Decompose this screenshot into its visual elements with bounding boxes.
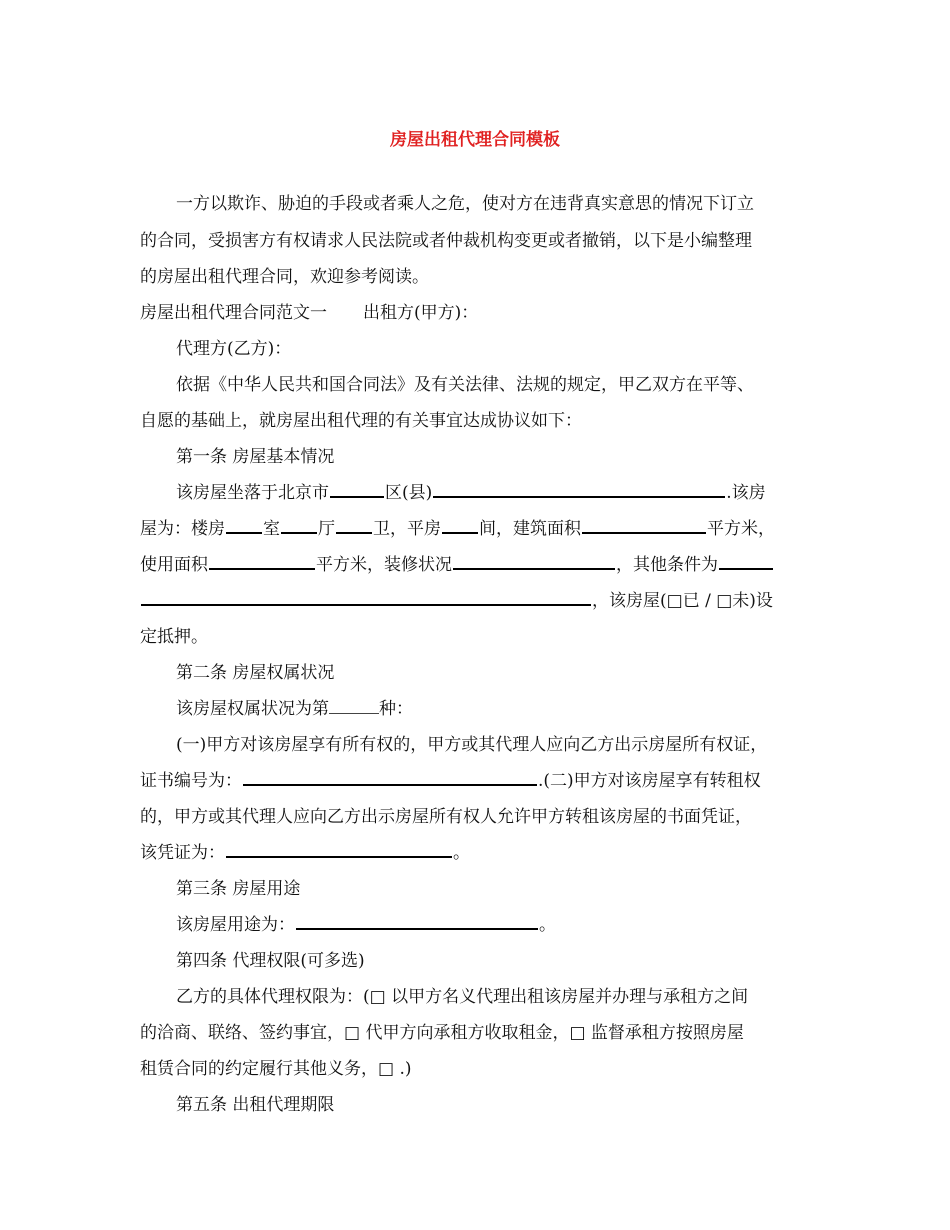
article-4-line-1: 乙方的具体代理权限为：(□ 以甲方名义代理出租该房屋并办理与承租方之间 <box>176 987 749 1007</box>
article-2-line-2: (一)甲方对该房屋享有所有权的，甲方或其代理人应向乙方出示房屋所有权证， <box>176 735 768 755</box>
usable-area-blank[interactable] <box>209 556 315 570</box>
article-1-heading: 第一条 房屋基本情况 <box>176 447 335 467</box>
other-conditions-blank-cont[interactable] <box>141 592 591 606</box>
sample-label: 房屋出租代理合同范文一 <box>140 303 327 323</box>
bungalow-blank[interactable] <box>442 520 478 534</box>
room-blank[interactable] <box>226 520 262 534</box>
document-title: 房屋出租代理合同模板 <box>390 130 560 150</box>
article-1-line-5: 定抵押。 <box>140 627 208 647</box>
lessor-label: 出租方(甲方)： <box>363 303 479 323</box>
article-2-line-3: 证书编号为： .(二)甲方对该房屋享有转租权 <box>140 771 761 791</box>
hall-blank[interactable] <box>281 520 317 534</box>
district-blank[interactable] <box>330 484 384 498</box>
address-blank[interactable] <box>433 484 725 498</box>
bath-blank[interactable] <box>336 520 372 534</box>
agent-label: 代理方(乙方)： <box>176 339 292 359</box>
article-1-line-2: 屋为：楼房 室 厅 卫，平房 间，建筑面积 平方米， <box>140 519 775 539</box>
building-area-blank[interactable] <box>582 520 706 534</box>
intro-line-3: 的房屋出租代理合同，欢迎参考阅读。 <box>140 267 429 287</box>
article-3-heading: 第三条 房屋用途 <box>176 879 301 899</box>
article-4-line-3: 租赁合同的约定履行其他义务，□ .) <box>140 1059 412 1079</box>
certificate-number-blank[interactable] <box>243 772 537 786</box>
voucher-blank[interactable] <box>226 844 452 858</box>
basis-line-2: 自愿的基础上，就房屋出租代理的有关事宜达成协议如下： <box>140 411 582 431</box>
article-2-line-1: 该房屋权属状况为第 种： <box>176 699 413 719</box>
article-1-line-3: 使用面积 平方米，装修状况 ，其他条件为 <box>140 554 774 576</box>
article-4-line-2: 的洽商、联络、签约事宜，□ 代甲方向承租方收取租金，□ 监督承租方按照房屋 <box>140 1023 744 1043</box>
article-3-line-1: 该房屋用途为： 。 <box>176 915 556 935</box>
basis-line-1: 依据《中华人民共和国合同法》及有关法律、法规的规定，甲乙双方在平等、 <box>176 375 754 395</box>
decoration-blank[interactable] <box>453 556 615 570</box>
purpose-blank[interactable] <box>296 916 538 930</box>
other-conditions-blank[interactable] <box>719 556 773 570</box>
intro-line-1: 一方以欺诈、胁迫的手段或者乘人之危，使对方在违背真实意思的情况下订立 <box>176 194 754 214</box>
article-2-line-4: 的，甲方或其代理人应向乙方出示房屋所有权人允许甲方转租该房屋的书面凭证， <box>140 807 752 827</box>
article-1-line-4: ，该房屋(□已 / □未)设 <box>140 590 773 612</box>
intro-line-2: 的合同，受损害方有权请求人民法院或者仲裁机构变更或者撤销，以下是小编整理 <box>140 231 752 251</box>
ownership-type-blank[interactable] <box>329 701 379 714</box>
article-2-line-5: 该凭证为： 。 <box>140 843 470 863</box>
sample-heading-row <box>140 302 478 324</box>
article-5-heading: 第五条 出租代理期限 <box>176 1095 335 1115</box>
article-2-heading: 第二条 房屋权属状况 <box>176 663 335 683</box>
article-4-heading: 第四条 代理权限(可多选) <box>176 951 365 971</box>
article-1-line-1: 该房屋坐落于北京市 区(县) .该房 <box>176 483 766 503</box>
